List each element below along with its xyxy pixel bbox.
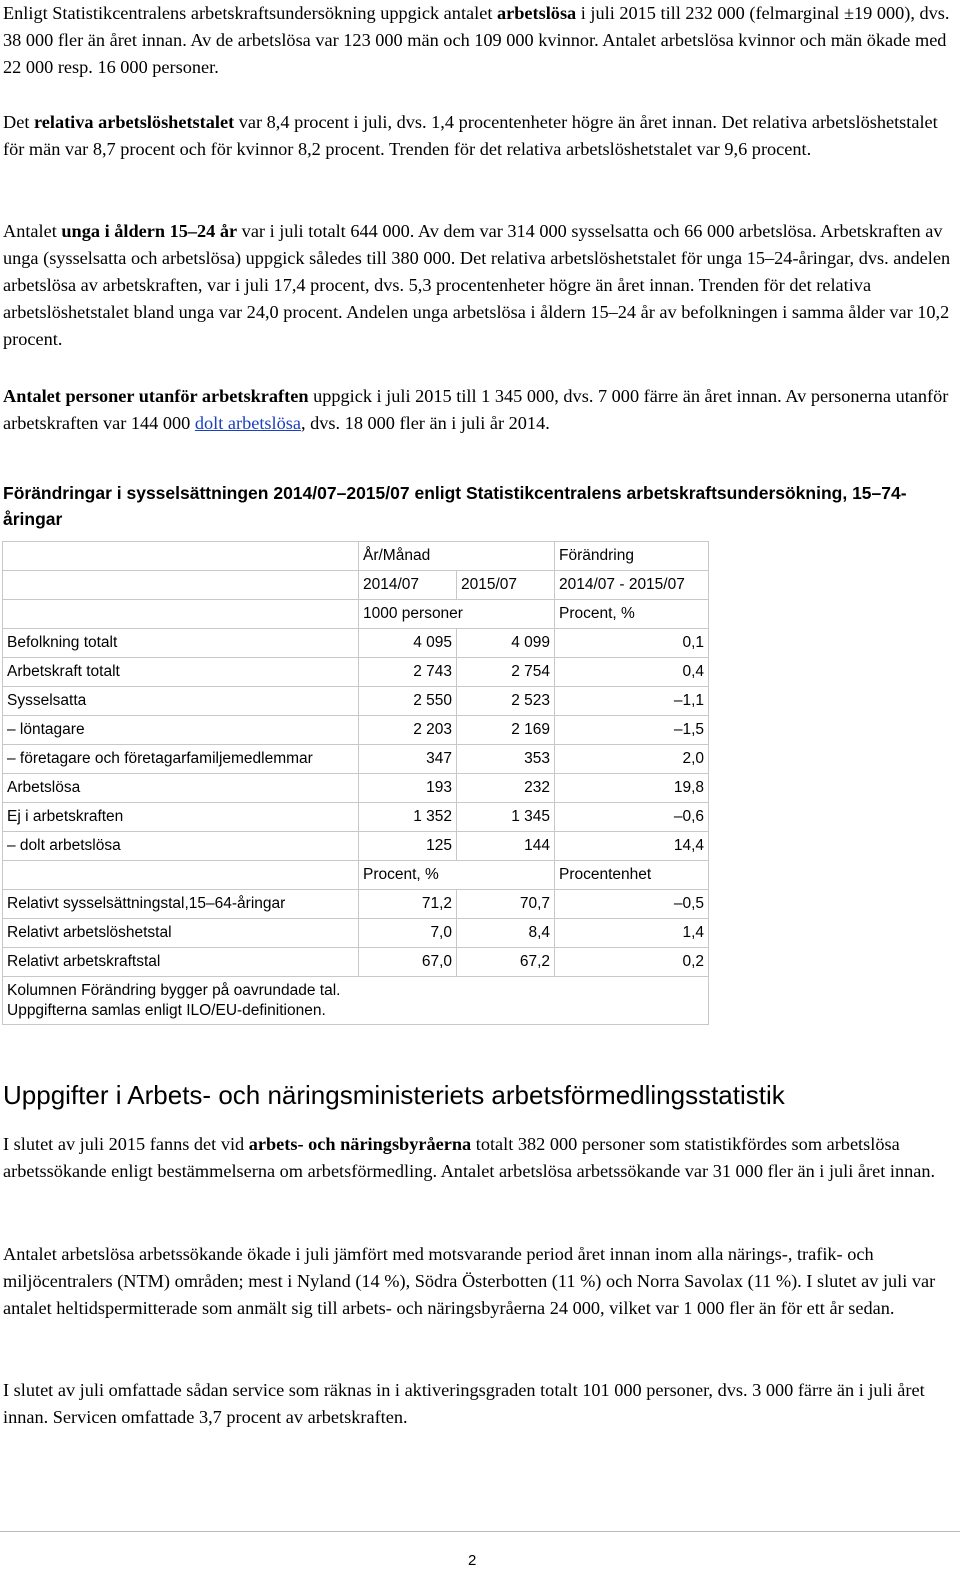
- row-label: – löntagare: [3, 716, 359, 745]
- cell-value: 4 099: [457, 629, 555, 658]
- cell-value: 144: [457, 832, 555, 861]
- row-label: – dolt arbetslösa: [3, 832, 359, 861]
- cell-value: 2 523: [457, 687, 555, 716]
- table-row: [3, 629, 709, 658]
- cell-value: 2 169: [457, 716, 555, 745]
- unit-percent: Procent, %: [359, 861, 555, 890]
- paragraph-unemployed: Enligt Statistikcentralens arbetskraftsundersökning uppgick antalet arbetslösa i juli 2015 till 232 000 (felmarginal ±19 000), dvs. 38 000 fler än året innan. Av de arbetslösa var 123 000 män och 109 000 kvinnor. Antalet arbetslösa kvinnor och män ökade med 22 000 resp. 16 000 personer.: [3, 3, 950, 77]
- paragraph-activation-rate: I slutet av juli omfattade sådan service som räknas in i aktiveringsgraden totalt 101 000 personer, dvs. 3 000 färre än i juli året innan. Servicen omfattade 3,7 procent av arbetskraften.: [3, 1380, 925, 1427]
- table-row: [3, 716, 709, 745]
- row-label: Relativt arbetslöshetstal: [3, 919, 359, 948]
- cell-change: 0,2: [555, 948, 709, 977]
- paragraph-outside-labour-force: Antalet personer utanför arbetskraften uppgick i juli 2015 till 1 345 000, dvs. 7 000 färre än året innan. Av personerna utanför arbetskraften var 144 000 dolt arbetslösa, dvs. 18 000 fler än i juli år 2014.: [3, 386, 949, 433]
- cell-change: 1,4: [555, 919, 709, 948]
- row-label: Arbetskraft totalt: [3, 658, 359, 687]
- table-row: [3, 803, 709, 832]
- cell-change: 0,1: [555, 629, 709, 658]
- table-row: [3, 774, 709, 803]
- cell-value: 353: [457, 745, 555, 774]
- cell-value: 2 754: [457, 658, 555, 687]
- cell-change: –1,5: [555, 716, 709, 745]
- employment-change-table: [2, 541, 709, 1025]
- row-label: – företagare och företagarfamiljemedlemmar: [3, 745, 359, 774]
- unit-thousand-persons: 1000 personer: [359, 600, 555, 629]
- cell-value: 1 352: [359, 803, 457, 832]
- cell-value: 125: [359, 832, 457, 861]
- cell-value: 1 345: [457, 803, 555, 832]
- table-row: [3, 832, 709, 861]
- cell-value: 232: [457, 774, 555, 803]
- cell-change: –1,1: [555, 687, 709, 716]
- row-label: Ej i arbetskraften: [3, 803, 359, 832]
- table-row: [3, 687, 709, 716]
- table-note-line: Uppgifterna samlas enligt ILO/EU-definitionen.: [7, 1001, 326, 1019]
- col-header-2015: 2015/07: [457, 571, 555, 600]
- row-label: Sysselsatta: [3, 687, 359, 716]
- table-note: [3, 977, 709, 1025]
- table-row: [3, 948, 709, 977]
- paragraph-regional-increase: Antalet arbetslösa arbetssökande ökade i juli jämfört med motsvarande period året innan inom alla närings-, trafik- och miljöcentralers (NTM) områden; mest i Nyland (14 %), Södra Österbotten (11 %) och Norra Savolax (11 %). I slutet av juli var antalet heltidspermitterade som anmält sig till arbets- och näringsbyråerna 24 000, vilket var 1 000 fler än för ett år sedan.: [3, 1244, 936, 1318]
- row-label: Arbetslösa: [3, 774, 359, 803]
- cell-value: 4 095: [359, 629, 457, 658]
- col-header-change: 2014/07 - 2015/07: [555, 571, 709, 600]
- cell-value: 70,7: [457, 890, 555, 919]
- table-unit-row: [3, 600, 709, 629]
- page-number: 2: [468, 1552, 477, 1569]
- cell-value: 2 550: [359, 687, 457, 716]
- table-note-row: [3, 977, 709, 1025]
- table-row: [3, 890, 709, 919]
- cell-value: 8,4: [457, 919, 555, 948]
- row-label: Befolkning totalt: [3, 629, 359, 658]
- cell-change: –0,5: [555, 890, 709, 919]
- cell-value: 347: [359, 745, 457, 774]
- col-header-2014: 2014/07: [359, 571, 457, 600]
- row-label: Relativt arbetskraftstal: [3, 948, 359, 977]
- cell-value: 71,2: [359, 890, 457, 919]
- table-row: [3, 658, 709, 687]
- cell-value: 193: [359, 774, 457, 803]
- cell-value: 67,0: [359, 948, 457, 977]
- cell-change: 2,0: [555, 745, 709, 774]
- cell-change: 14,4: [555, 832, 709, 861]
- table-header-row: [3, 542, 709, 571]
- cell-value: 2 203: [359, 716, 457, 745]
- paragraph-youth: Antalet unga i åldern 15–24 år var i juli totalt 644 000. Av dem var 314 000 sysselsatta och 66 000 arbetslösa. Arbetskraften av unga (sysselsatta och arbetslösa) uppgick således till 380 000. Det relativa arbetslöshetstalet för unga 15–24-åringar, dvs. andelen arbetslösa av arbetskraften, var i juli 17,4 procent, dvs. 5,3 procentenheter högre än året innan. Trenden för det relativa arbetslöshetstalet bland unga var 24,0 procent. Andelen unga arbetslösa i åldern 15–24 år av befolkningen i samma ålder var 10,2 procent.: [3, 221, 951, 349]
- unit-percent: Procent, %: [555, 600, 709, 629]
- cell-change: –0,6: [555, 803, 709, 832]
- paragraph-unemployment-rate: Det relativa arbetslöshetstalet var 8,4 procent i juli, dvs. 1,4 procentenheter högre än året innan. Det relativa arbetslöshetstalet för män var 8,7 procent och för kvinnor 8,2 procent. Trenden för det relativa arbetslöshetstalet var 9,6 procent.: [3, 112, 938, 159]
- footer-divider: [0, 1531, 960, 1532]
- section-heading: Uppgifter i Arbets- och näringsministeriets arbetsförmedlingsstatistik: [3, 1080, 785, 1110]
- hidden-unemployed-link[interactable]: dolt arbetslösa: [194, 413, 301, 433]
- period-header: År/Månad: [359, 542, 555, 571]
- cell-value: 2 743: [359, 658, 457, 687]
- table-unit-row: [3, 861, 709, 890]
- table-row: [3, 745, 709, 774]
- table-header-row: [3, 571, 709, 600]
- table-row: [3, 919, 709, 948]
- cell-value: 7,0: [359, 919, 457, 948]
- table-title: Förändringar i sysselsättningen 2014/07–2015/07 enligt Statistikcentralens arbetskraftsundersökning, 15–74-åringar: [3, 483, 907, 529]
- table-note-line: Kolumnen Förändring bygger på oavrundade tal.: [7, 981, 341, 999]
- cell-change: 19,8: [555, 774, 709, 803]
- cell-change: 0,4: [555, 658, 709, 687]
- paragraph-employment-offices: I slutet av juli 2015 fanns det vid arbets- och näringsbyråerna totalt 382 000 personer som statistikfördes som arbetslösa arbetssökande enligt bestämmelserna om arbetsförmedling. Antalet arbetslösa arbetssökande var 31 000 fler än i juli året innan.: [3, 1134, 936, 1181]
- unit-percentage-point: Procentenhet: [555, 861, 709, 890]
- row-label: Relativt sysselsättningstal,15–64-åringar: [3, 890, 359, 919]
- change-header: Förändring: [555, 542, 709, 571]
- cell-value: 67,2: [457, 948, 555, 977]
